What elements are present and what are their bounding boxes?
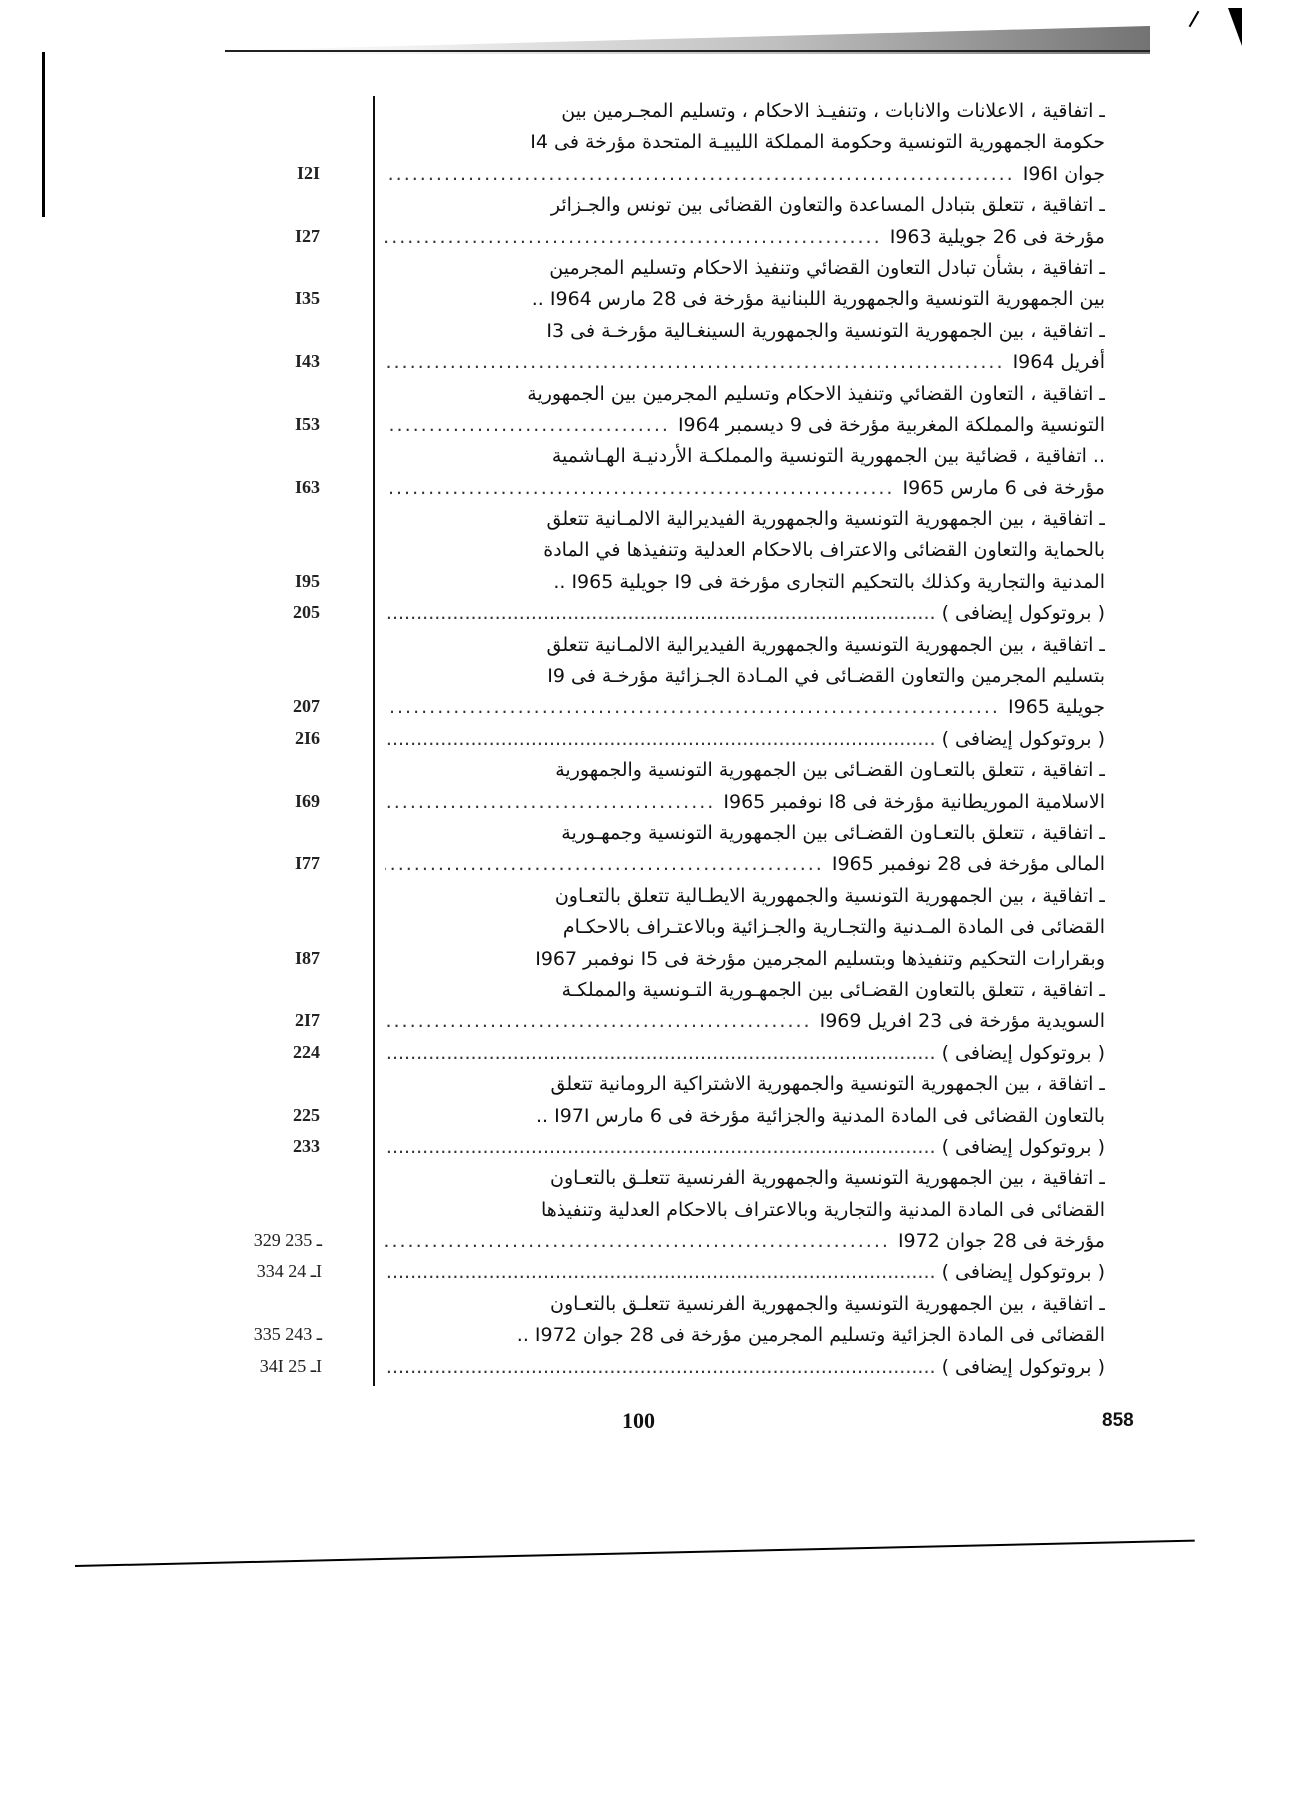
toc-page-number: I63 bbox=[294, 476, 320, 497]
toc-row bbox=[225, 379, 1105, 410]
toc-entry-text: ـ اتفاقية ، بين الجمهورية التونسية والجمهورية الفيديرالية الالمـانية تتعلق bbox=[546, 633, 1105, 656]
toc-row bbox=[225, 692, 1105, 723]
toc-row bbox=[225, 944, 1105, 975]
toc-entry-text: ـ اتفاقية ، بين الجمهورية التونسية والجمهورية الفيديرالية الالمـانية تتعلق bbox=[546, 508, 1105, 531]
toc-entry-text: ـ اتفاقية ، الاعلانات والانابات ، وتنفيـذ الاحكام ، وتسليم المجـرمين بين bbox=[561, 100, 1105, 122]
toc-page-number: 225 bbox=[293, 1104, 320, 1125]
header-rule bbox=[225, 50, 1150, 52]
toc-row bbox=[225, 1195, 1105, 1226]
toc-row bbox=[225, 1257, 1105, 1288]
toc-entry-text: التونسية والمملكة المغربية مؤرخة فى 9 ديسمبر I964 ..... bbox=[385, 410, 1105, 441]
toc-row bbox=[225, 159, 1105, 190]
toc-page-number: I87 bbox=[294, 947, 320, 968]
toc-entry-text: ـ اتفاقة ، بين الجمهورية التونسية والجمهورية الاشتراكية الرومانية تتعلق bbox=[550, 1073, 1105, 1096]
toc-entry-text: ـ اتفاقية ، بين الجمهورية التونسية والجمهورية الفرنسية تتعلـق بالتعـاون bbox=[550, 1167, 1105, 1190]
toc-entry-text: القضائى فى المادة المـدنية والتجـارية والجـزائية وبالاعتـراف بالاحكـام bbox=[562, 916, 1105, 939]
toc-entry-text: المدنية والتجارية وكذلك بالتحكيم التجارى مؤرخة فى I9 جويلية I965 .. bbox=[553, 570, 1105, 593]
toc-entry-text: وبقرارات التحكيم وتنفيذها وبتسليم المجرمين مؤرخة فى I5 نوفمبر I967 bbox=[535, 947, 1105, 970]
toc-entry-text: السويدية مؤرخة فى 23 افريل I969 ..... bbox=[385, 1006, 1105, 1037]
toc-row bbox=[225, 1006, 1105, 1037]
toc-entry-text: بالتعاون القضائى فى المادة المدنية والجزائية مؤرخة فى 6 مارس I97I .. bbox=[535, 1104, 1105, 1127]
toc-row bbox=[225, 127, 1105, 158]
toc-row bbox=[225, 441, 1105, 472]
toc-page-number: I43 bbox=[294, 351, 320, 372]
toc-page-number: I53 bbox=[294, 413, 320, 434]
toc-entry-text: ( بروتوكول إيضافى ) ..... bbox=[385, 598, 1105, 629]
toc-row bbox=[225, 787, 1105, 818]
toc-entry-text: ( بروتوكول إيضافى ) ..... bbox=[385, 724, 1105, 755]
toc-row bbox=[225, 284, 1105, 315]
toc-row bbox=[225, 1163, 1105, 1194]
toc-page-number: I69 bbox=[294, 790, 320, 811]
toc-row bbox=[225, 1226, 1105, 1257]
toc-row bbox=[225, 881, 1105, 912]
toc-entry-text: بين الجمهورية التونسية والجمهورية اللبنانية مؤرخة فى 28 مارس I964 .. bbox=[531, 288, 1105, 311]
toc-row bbox=[225, 755, 1105, 786]
toc-row bbox=[225, 598, 1105, 629]
toc-page-number: 224 bbox=[293, 1041, 320, 1062]
toc-entry-text: مؤرخة فى 28 جوان I972 ..... bbox=[385, 1226, 1105, 1257]
toc-entry-text: الاسلامية الموريطانية مؤرخة فى I8 نوفمبر I965 ..... bbox=[385, 787, 1105, 818]
toc-page-number: 34I ـ 25I bbox=[259, 1355, 322, 1376]
toc-entry-text: ـ اتفاقية ، بشأن تبادل التعاون القضائي وتنفيذ الاحكام وتسليم المجرمين bbox=[549, 256, 1105, 279]
toc-page-number: 233 bbox=[293, 1135, 320, 1156]
toc-entry-text: جوان I96I ..... bbox=[385, 159, 1105, 190]
toc-entry-text: المالى مؤرخة فى 28 نوفمبر I965 ..... bbox=[385, 849, 1105, 880]
scan-artifact-band bbox=[220, 14, 1150, 54]
toc-page-number: I2I bbox=[296, 162, 320, 183]
table-of-contents bbox=[225, 96, 1105, 1383]
toc-entry-text: بتسليم المجرمين والتعاون القضـائى في المـادة الجـزائية مؤرخـة فى I9 bbox=[547, 665, 1105, 688]
toc-row bbox=[225, 630, 1105, 661]
toc-row bbox=[225, 1038, 1105, 1069]
toc-entry-text: جويلية I965 ..... bbox=[385, 692, 1105, 723]
binding-edge-mark bbox=[42, 52, 45, 217]
toc-row bbox=[225, 975, 1105, 1006]
toc-page-number: 2I6 bbox=[294, 727, 320, 748]
toc-entry-text: .. اتفاقية ، قضائية بين الجمهورية التونسية والمملكـة الأردنيـة الهـاشمية bbox=[551, 445, 1105, 468]
toc-row bbox=[225, 190, 1105, 221]
toc-page-number: I35 bbox=[294, 288, 320, 309]
toc-entry-text: ( بروتوكول إيضافى ) ..... bbox=[385, 1132, 1105, 1163]
toc-page-number: I77 bbox=[294, 853, 320, 874]
toc-row bbox=[225, 724, 1105, 755]
toc-row bbox=[225, 535, 1105, 566]
toc-page-number: 205 bbox=[293, 602, 320, 623]
toc-row bbox=[225, 1101, 1105, 1132]
toc-entry-text: ـ اتفاقية ، التعاون القضائي وتنفيذ الاحكام وتسليم المجرمين بين الجمهورية bbox=[527, 382, 1105, 405]
toc-page-number: 334 ـ 24I bbox=[256, 1261, 322, 1282]
toc-page-number: I27 bbox=[294, 225, 320, 246]
toc-page-number: I95 bbox=[294, 570, 320, 591]
toc-entry-text: حكومة الجمهورية التونسية وحكومة المملكة الليبيـة المتحدة مؤرخة فى I4 bbox=[530, 131, 1105, 154]
toc-row bbox=[225, 410, 1105, 441]
toc-entry-text: ـ اتفاقية ، بين الجمهورية التونسية والجمهورية الايطـالية تتعلق بالتعـاون bbox=[554, 884, 1105, 907]
toc-row bbox=[225, 316, 1105, 347]
toc-entry-text: مؤرخة فى 26 جويلية I963 ..... bbox=[385, 222, 1105, 253]
toc-row bbox=[225, 1132, 1105, 1163]
toc-entry-text: ( بروتوكول إيضافى ) ..... bbox=[385, 1257, 1105, 1288]
toc-entry-text: مؤرخة فى 6 مارس I965 ..... bbox=[385, 473, 1105, 504]
toc-row bbox=[225, 347, 1105, 378]
toc-entry-text: أفريل I964 ..... bbox=[385, 347, 1105, 378]
page-number: 100 bbox=[622, 1408, 655, 1433]
toc-entry-text: ـ اتفاقية ، تتعلق بالتعـاون القضـائى بين الجمهورية التونسية والجمهورية bbox=[555, 759, 1105, 782]
toc-entry-text: ـ اتفاقية ، بين الجمهورية التونسية والجمهورية الفرنسية تتعلـق بالتعـاون bbox=[550, 1292, 1105, 1315]
toc-row bbox=[225, 1320, 1105, 1351]
footer-rule bbox=[75, 1540, 1195, 1567]
toc-entry-text: بالحماية والتعاون القضائى والاعتراف بالاحكام العدلية وتنفيذها في المادة bbox=[543, 539, 1105, 562]
toc-entry-text: ـ اتفاقية ، تتعلق بالتعـاون القضـائى بين الجمهورية التونسية وجمهـورية bbox=[561, 821, 1105, 844]
toc-row bbox=[225, 1289, 1105, 1320]
toc-row bbox=[225, 96, 1105, 127]
toc-entry-text: ـ اتفاقية ، تتعلق بتبادل المساعدة والتعاون القضائى بين تونس والجـزائر bbox=[550, 194, 1105, 217]
toc-row bbox=[225, 1069, 1105, 1100]
toc-row bbox=[225, 222, 1105, 253]
toc-row bbox=[225, 473, 1105, 504]
document-number: 858 bbox=[1102, 1410, 1134, 1431]
toc-entry-text: القضائى فى المادة المدنية والتجارية وبالاعتراف بالاحكام العدلية وتنفيذها bbox=[540, 1198, 1105, 1221]
toc-entry-text: ( بروتوكول إيضافى ) ..... bbox=[385, 1038, 1105, 1069]
toc-page-number: 2I7 bbox=[294, 1010, 320, 1031]
toc-row bbox=[225, 661, 1105, 692]
toc-row bbox=[225, 504, 1105, 535]
corner-slash-mark bbox=[1189, 11, 1200, 28]
toc-page-number: 335 ـ 243 bbox=[253, 1324, 322, 1345]
toc-row bbox=[225, 253, 1105, 284]
toc-row bbox=[225, 849, 1105, 880]
toc-row bbox=[225, 912, 1105, 943]
toc-entry-text: القضائى فى المادة الجزائية وتسليم المجرمين مؤرخة فى 28 جوان I972 .. bbox=[516, 1324, 1105, 1347]
corner-mark-icon bbox=[1228, 8, 1242, 46]
toc-row bbox=[225, 567, 1105, 598]
toc-page-number: 207 bbox=[293, 696, 320, 717]
toc-entry-text: ـ اتفاقية ، تتعلق بالتعاون القضـائى بين الجمهـورية التـونسية والمملكـة bbox=[561, 978, 1105, 1001]
toc-row bbox=[225, 818, 1105, 849]
toc-entry-text: ـ اتفاقية ، بين الجمهورية التونسية والجمهورية السينغـالية مؤرخـة فى I3 bbox=[546, 319, 1105, 342]
toc-row bbox=[225, 1352, 1105, 1383]
toc-entry-text: ( بروتوكول إيضافى ) ..... bbox=[385, 1352, 1105, 1383]
toc-page-number: 329 ـ 235 bbox=[253, 1230, 322, 1251]
